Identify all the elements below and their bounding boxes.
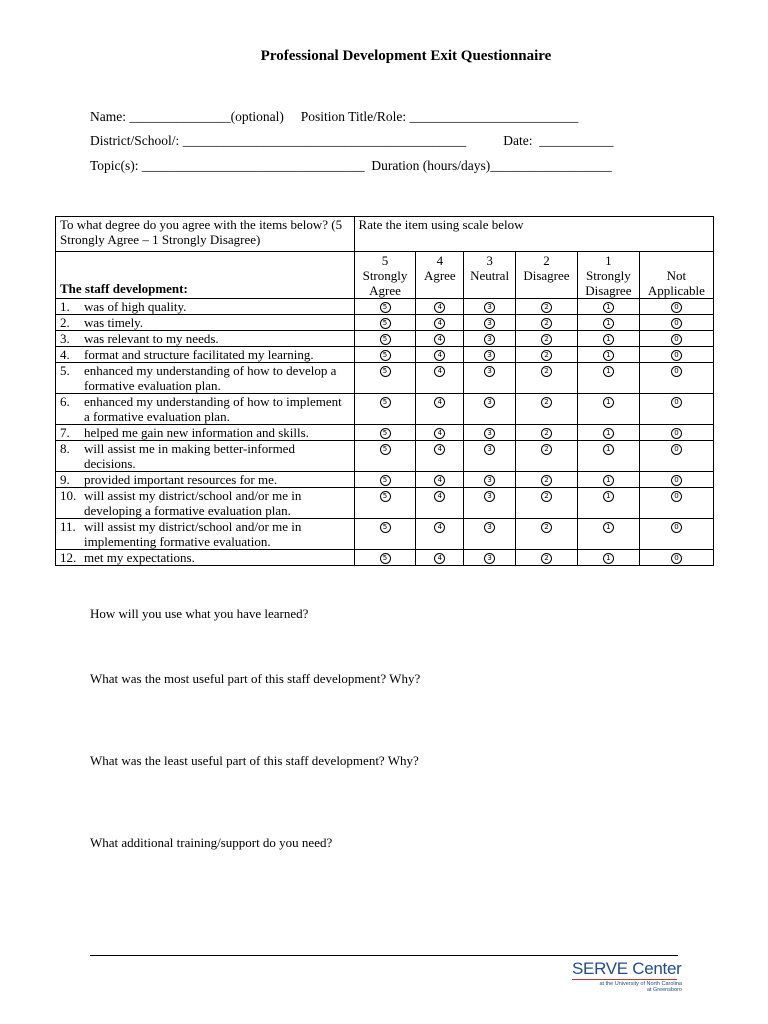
- rating-cell: [577, 394, 639, 425]
- rating-bubble-2[interactable]: 2: [541, 318, 552, 329]
- item-number: 5.: [60, 363, 70, 378]
- item-text: helped me gain new information and skills.: [84, 425, 309, 440]
- item-statement: [56, 347, 355, 363]
- scale-col-3: [464, 252, 516, 299]
- item-number: 9.: [60, 472, 70, 487]
- rating-cell: [577, 363, 639, 394]
- rating-bubble-4[interactable]: 4: [434, 444, 445, 455]
- rating-bubble-5[interactable]: 5: [380, 553, 391, 564]
- serve-center-logo: [572, 960, 682, 993]
- rating-bubble-4[interactable]: 4: [434, 397, 445, 408]
- topic-duration-line[interactable]: [90, 158, 612, 174]
- rating-cell: [515, 394, 577, 425]
- rating-bubble-3[interactable]: 3: [484, 491, 495, 502]
- scale-label: Not Applicable: [647, 268, 705, 298]
- table-row: [56, 519, 714, 550]
- rating-bubble-3[interactable]: 3: [484, 366, 495, 377]
- rating-cell: [416, 394, 464, 425]
- rating-bubble-1[interactable]: 1: [603, 522, 614, 533]
- rating-cell: [577, 331, 639, 347]
- table-row: [56, 394, 714, 425]
- item-number: 6.: [60, 394, 70, 409]
- item-number: 10.: [60, 488, 77, 503]
- rating-cell: [577, 425, 639, 441]
- rating-bubble-1[interactable]: 1: [603, 366, 614, 377]
- rating-bubble-5[interactable]: 5: [380, 334, 391, 345]
- rating-bubble-1[interactable]: 1: [603, 553, 614, 564]
- rating-bubble-3[interactable]: 3: [484, 444, 495, 455]
- rating-bubble-2[interactable]: 2: [541, 334, 552, 345]
- scale-num: [644, 253, 709, 268]
- rating-bubble-3[interactable]: 3: [484, 334, 495, 345]
- rating-bubble-2[interactable]: 2: [541, 491, 552, 502]
- rating-bubble-3[interactable]: 3: [484, 350, 495, 361]
- rating-bubble-2[interactable]: 2: [541, 475, 552, 486]
- rating-bubble-0[interactable]: 0: [671, 366, 682, 377]
- item-text: format and structure facilitated my learning.: [84, 347, 314, 362]
- rating-bubble-4[interactable]: 4: [434, 522, 445, 533]
- scale-label: Strongly Agree: [362, 268, 408, 298]
- rating-table: [55, 216, 714, 566]
- district-date-text: District/School/: __________________________________________ Date: ___________: [90, 133, 614, 148]
- rating-bubble-3[interactable]: 3: [484, 397, 495, 408]
- rating-cell: [577, 441, 639, 472]
- item-number: 11.: [60, 519, 76, 534]
- rating-bubble-0[interactable]: 0: [671, 397, 682, 408]
- scale-col-5: [354, 252, 416, 299]
- rating-cell: [416, 472, 464, 488]
- rating-cell: [577, 299, 639, 315]
- rating-cell: [416, 441, 464, 472]
- rating-bubble-2[interactable]: 2: [541, 553, 552, 564]
- item-text: will assist my district/school and/or me in implementing formative evaluation.: [84, 519, 302, 549]
- rating-cell: [416, 331, 464, 347]
- rating-bubble-5[interactable]: 5: [380, 366, 391, 377]
- question-additional-training: What additional training/support do you need?: [90, 835, 333, 850]
- rating-cell: [464, 394, 516, 425]
- rating-cell: [416, 425, 464, 441]
- rating-cell: [515, 315, 577, 331]
- scale-label: Agree: [423, 268, 456, 283]
- rating-cell: [577, 347, 639, 363]
- rating-cell: [416, 347, 464, 363]
- scale-label: Neutral: [470, 268, 510, 283]
- logo-accent-bar: [572, 979, 677, 980]
- rating-cell: [354, 363, 416, 394]
- rating-cell: [354, 394, 416, 425]
- rating-bubble-3[interactable]: 3: [484, 553, 495, 564]
- rating-bubble-0[interactable]: 0: [671, 522, 682, 533]
- rating-bubble-1[interactable]: 1: [603, 444, 614, 455]
- rating-cell: [515, 363, 577, 394]
- scale-label: Disagree: [523, 268, 570, 283]
- rating-cell: [354, 331, 416, 347]
- rating-cell: [464, 347, 516, 363]
- scale-label: Strongly Disagree: [585, 268, 632, 298]
- rating-cell: [515, 550, 577, 566]
- rating-bubble-1[interactable]: 1: [603, 350, 614, 361]
- rating-bubble-4[interactable]: 4: [434, 334, 445, 345]
- item-statement: [56, 488, 355, 519]
- header-instructions: To what degree do you agree with the items below? (5 Strongly Agree – 1 Strongly Disagree): [56, 217, 355, 252]
- rating-bubble-5[interactable]: 5: [380, 350, 391, 361]
- rating-bubble-2[interactable]: 2: [541, 350, 552, 361]
- rating-cell: [639, 347, 713, 363]
- rating-cell: [416, 363, 464, 394]
- item-statement: [56, 331, 355, 347]
- table-row: [56, 472, 714, 488]
- rating-cell: [354, 441, 416, 472]
- rating-cell: [639, 299, 713, 315]
- rating-bubble-0[interactable]: 0: [671, 318, 682, 329]
- logo-sub-text-2: at Greensboro: [646, 987, 682, 993]
- rating-cell: [464, 331, 516, 347]
- footer-divider: [90, 955, 678, 956]
- rating-cell: [577, 519, 639, 550]
- scale-col-4: [416, 252, 464, 299]
- rating-cell: [464, 488, 516, 519]
- table-row: [56, 299, 714, 315]
- rating-cell: [416, 315, 464, 331]
- item-number: 4.: [60, 347, 70, 362]
- rating-cell: [639, 425, 713, 441]
- item-number: 1.: [60, 299, 70, 314]
- rating-bubble-5[interactable]: 5: [380, 475, 391, 486]
- rating-bubble-1[interactable]: 1: [603, 397, 614, 408]
- table-row: [56, 347, 714, 363]
- rating-bubble-1[interactable]: 1: [603, 318, 614, 329]
- rating-cell: [416, 519, 464, 550]
- item-text: was relevant to my needs.: [84, 331, 219, 346]
- rating-cell: [515, 425, 577, 441]
- question-least-useful: What was the least useful part of this staff development? Why?: [90, 753, 419, 768]
- item-number: 2.: [60, 315, 70, 330]
- rating-bubble-5[interactable]: 5: [380, 491, 391, 502]
- rating-cell: [464, 425, 516, 441]
- rating-bubble-1[interactable]: 1: [603, 475, 614, 486]
- rating-cell: [354, 315, 416, 331]
- rating-cell: [515, 472, 577, 488]
- item-number: 7.: [60, 425, 70, 440]
- rating-cell: [464, 550, 516, 566]
- rating-bubble-3[interactable]: 3: [484, 522, 495, 533]
- rating-bubble-4[interactable]: 4: [434, 318, 445, 329]
- rating-bubble-1[interactable]: 1: [603, 334, 614, 345]
- item-number: 3.: [60, 331, 70, 346]
- table-row: [56, 331, 714, 347]
- rating-bubble-3[interactable]: 3: [484, 318, 495, 329]
- rating-cell: [639, 472, 713, 488]
- rating-cell: [464, 363, 516, 394]
- rating-bubble-4[interactable]: 4: [434, 350, 445, 361]
- rating-cell: [639, 394, 713, 425]
- rating-cell: [464, 441, 516, 472]
- scale-num: 1: [605, 253, 612, 268]
- item-text: provided important resources for me.: [84, 472, 278, 487]
- rating-cell: [354, 425, 416, 441]
- rating-cell: [416, 550, 464, 566]
- scale-num: 2: [543, 253, 550, 268]
- scale-num: 5: [381, 253, 389, 268]
- logo-sub-text-1: at the University of North Carolina: [599, 981, 682, 987]
- item-text: enhanced my understanding of how to develop a formative evaluation plan.: [84, 363, 337, 393]
- rating-cell: [639, 331, 713, 347]
- table-row: [56, 441, 714, 472]
- rating-bubble-5[interactable]: 5: [380, 302, 391, 313]
- rating-cell: [464, 472, 516, 488]
- scale-col-na: [639, 252, 713, 299]
- item-statement: [56, 394, 355, 425]
- rating-bubble-5[interactable]: 5: [380, 428, 391, 439]
- item-text: was of high quality.: [84, 299, 187, 314]
- item-statement: [56, 299, 355, 315]
- rating-bubble-4[interactable]: 4: [434, 428, 445, 439]
- rating-cell: [515, 441, 577, 472]
- scale-num: 3: [486, 253, 493, 268]
- rating-bubble-5[interactable]: 5: [380, 522, 391, 533]
- item-number: 12.: [60, 550, 77, 565]
- rating-cell: [416, 488, 464, 519]
- rating-bubble-3[interactable]: 3: [484, 302, 495, 313]
- rating-bubble-0[interactable]: 0: [671, 302, 682, 313]
- rating-cell: [354, 550, 416, 566]
- rating-cell: [354, 472, 416, 488]
- rating-bubble-2[interactable]: 2: [541, 522, 552, 533]
- rating-bubble-4[interactable]: 4: [434, 366, 445, 377]
- rating-cell: [515, 331, 577, 347]
- rating-bubble-0[interactable]: 0: [671, 444, 682, 455]
- scale-header-row: [56, 252, 714, 299]
- rating-cell: [577, 315, 639, 331]
- header-scale-instructions: Rate the item using scale below: [354, 217, 713, 252]
- table-row: [56, 550, 714, 566]
- rating-cell: [639, 363, 713, 394]
- district-date-line[interactable]: [90, 133, 613, 149]
- item-text: will assist my district/school and/or me in developing a formative evaluation plan.: [84, 488, 302, 518]
- rating-cell: [354, 488, 416, 519]
- rating-cell: [639, 519, 713, 550]
- rating-bubble-0[interactable]: 0: [671, 334, 682, 345]
- table-row: [56, 363, 714, 394]
- scale-num: 4: [436, 253, 444, 268]
- rating-cell: [515, 488, 577, 519]
- rating-cell: [639, 315, 713, 331]
- rating-cell: [639, 550, 713, 566]
- rating-bubble-4[interactable]: 4: [434, 553, 445, 564]
- rating-bubble-0[interactable]: 0: [671, 350, 682, 361]
- rating-bubble-0[interactable]: 0: [671, 428, 682, 439]
- topic-duration-text: Topic(s): _________________________________ Duration (hours/days)__________________: [90, 158, 612, 173]
- item-text: enhanced my understanding of how to implement a formative evaluation plan.: [84, 394, 342, 424]
- rating-bubble-1[interactable]: 1: [603, 302, 614, 313]
- question-use-learned: How will you use what you have learned?: [90, 606, 309, 621]
- rating-cell: [464, 519, 516, 550]
- rating-cell: [577, 472, 639, 488]
- rating-bubble-5[interactable]: 5: [380, 397, 391, 408]
- rating-cell: [515, 347, 577, 363]
- table-header-row: [56, 217, 714, 252]
- rating-cell: [354, 519, 416, 550]
- item-statement: [56, 315, 355, 331]
- rating-bubble-0[interactable]: 0: [671, 475, 682, 486]
- table-row: [56, 488, 714, 519]
- scale-col-2: [515, 252, 577, 299]
- rating-bubble-0[interactable]: 0: [671, 553, 682, 564]
- rating-bubble-2[interactable]: 2: [541, 444, 552, 455]
- page-title: Professional Development Exit Questionnaire: [260, 48, 552, 64]
- rating-cell: [354, 347, 416, 363]
- rating-bubble-4[interactable]: 4: [434, 475, 445, 486]
- item-text: was timely.: [84, 315, 144, 330]
- rating-bubble-4[interactable]: 4: [434, 491, 445, 502]
- rating-cell: [515, 519, 577, 550]
- item-statement: [56, 550, 355, 566]
- item-statement: [56, 363, 355, 394]
- rating-bubble-4[interactable]: 4: [434, 302, 445, 313]
- staff-development-label: The staff development:: [56, 252, 355, 299]
- rating-cell: [515, 299, 577, 315]
- item-text: met my expectations.: [84, 550, 195, 565]
- name-position-line[interactable]: [90, 109, 578, 125]
- question-most-useful: What was the most useful part of this staff development? Why?: [90, 671, 421, 686]
- rating-bubble-0[interactable]: 0: [671, 491, 682, 502]
- rating-bubble-5[interactable]: 5: [380, 318, 391, 329]
- item-number: 8.: [60, 441, 70, 456]
- rating-cell: [354, 299, 416, 315]
- rating-cell: [416, 299, 464, 315]
- rating-cell: [577, 550, 639, 566]
- logo-main-text: SERVE Center: [572, 959, 682, 978]
- rating-bubble-3[interactable]: 3: [484, 475, 495, 486]
- scale-col-1: [577, 252, 639, 299]
- rating-cell: [577, 488, 639, 519]
- rating-bubble-2[interactable]: 2: [541, 397, 552, 408]
- rating-bubble-5[interactable]: 5: [380, 444, 391, 455]
- rating-cell: [464, 315, 516, 331]
- item-statement: [56, 519, 355, 550]
- name-position-text: Name: _______________(optional) Position Title/Role: _________________________: [90, 109, 579, 124]
- rating-cell: [639, 441, 713, 472]
- rating-cell: [464, 299, 516, 315]
- rating-bubble-3[interactable]: 3: [484, 428, 495, 439]
- item-statement: [56, 472, 355, 488]
- table-row: [56, 425, 714, 441]
- rating-bubble-2[interactable]: 2: [541, 366, 552, 377]
- rating-bubble-1[interactable]: 1: [603, 428, 614, 439]
- rating-bubble-2[interactable]: 2: [541, 428, 552, 439]
- rating-bubble-1[interactable]: 1: [603, 491, 614, 502]
- rating-cell: [639, 488, 713, 519]
- table-row: [56, 315, 714, 331]
- rating-bubble-2[interactable]: 2: [541, 302, 552, 313]
- item-statement: [56, 441, 355, 472]
- item-text: will assist me in making better-informed decisions.: [84, 441, 295, 471]
- item-statement: [56, 425, 355, 441]
